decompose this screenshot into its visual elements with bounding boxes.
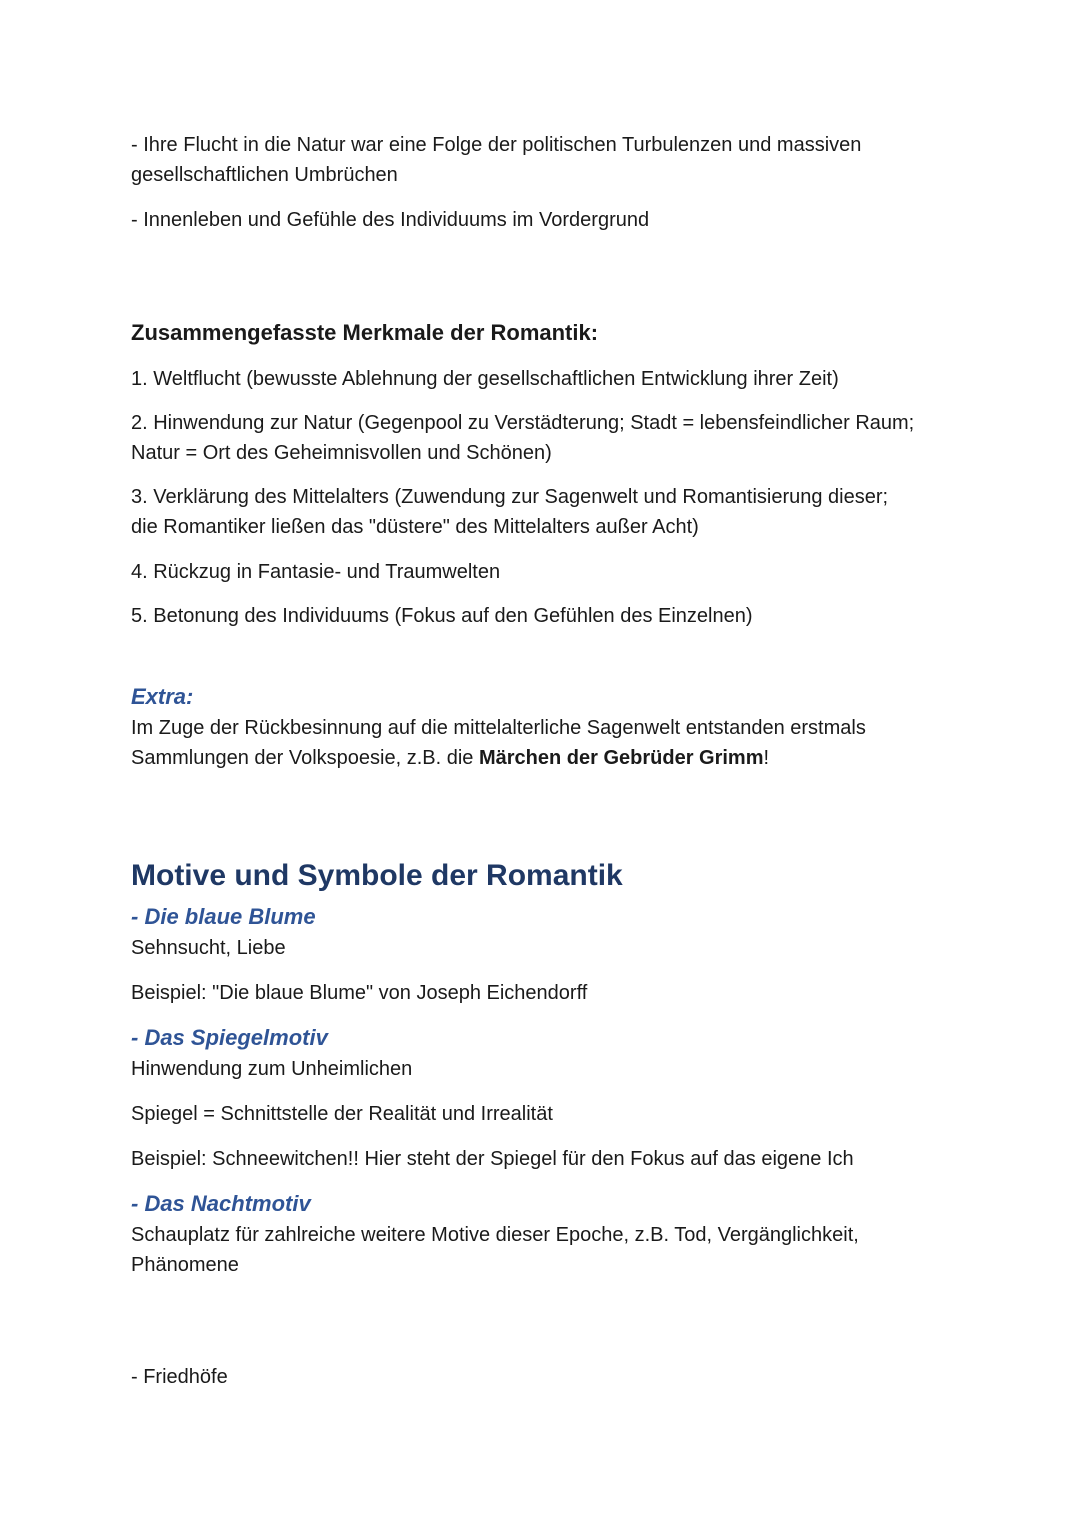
extra-label: Extra:: [131, 684, 194, 709]
motif-blue-flower-line-1: Sehnsucht, Liebe: [131, 937, 286, 959]
summary-item-5: 5. Betonung des Individuums (Fokus auf den Gefühlen des Einzelnen): [131, 605, 753, 627]
summary-heading: Zusammengefasste Merkmale der Romantik:: [131, 320, 599, 345]
motif-cemeteries: - Friedhöfe: [131, 1366, 228, 1388]
extra-line-1: Im Zuge der Rückbesinnung auf die mittelalterliche Sagenwelt entstanden erstmals: [131, 717, 866, 739]
summary-item-2b: Natur = Ort des Geheimnisvollen und Schönen): [131, 442, 552, 464]
motif-night-line-1: Schauplatz für zahlreiche weitere Motive dieser Epoche, z.B. Tod, Vergänglichkeit,: [131, 1224, 859, 1246]
extra-line-2-suffix: !: [763, 747, 770, 769]
summary-item-3a: 3. Verklärung des Mittelalters (Zuwendung zur Sagenwelt und Romantisierung dieser;: [131, 486, 889, 508]
motif-night-heading: - Das Nachtmotiv: [131, 1191, 311, 1216]
motif-blue-flower-line-2: Beispiel: "Die blaue Blume" von Joseph Eichendorff: [131, 982, 588, 1004]
intro-line-2: - Innenleben und Gefühle des Individuums im Vordergrund: [131, 209, 650, 231]
extra-line-2-bold: Märchen der Gebrüder Grimm: [478, 747, 764, 769]
intro-line-1a: - Ihre Flucht in die Natur war eine Folge der politischen Turbulenzen und massiven: [131, 134, 862, 156]
motif-night-line-2: Phänomene: [131, 1254, 239, 1276]
extra-line-2: [131, 743, 971, 773]
motifs-title: Motive und Symbole der Romantik: [131, 859, 623, 892]
summary-item-4: 4. Rückzug in Fantasie- und Traumwelten: [131, 561, 501, 583]
intro-line-1b: gesellschaftlichen Umbrüchen: [131, 164, 398, 186]
motif-mirror-heading: - Das Spiegelmotiv: [131, 1025, 328, 1050]
motif-mirror-line-1: Hinwendung zum Unheimlichen: [131, 1058, 413, 1080]
summary-item-3b: die Romantiker ließen das "düstere" des Mittelalters außer Acht): [131, 516, 699, 538]
extra-line-2-prefix: Sammlungen der Volkspoesie, z.B. die: [131, 747, 479, 769]
summary-item-1: 1. Weltflucht (bewusste Ablehnung der gesellschaftlichen Entwicklung ihrer Zeit): [131, 368, 839, 390]
motif-mirror-line-3: Beispiel: Schneewitchen!! Hier steht der Spiegel für den Fokus auf das eigene Ich: [131, 1148, 854, 1170]
motif-blue-flower-heading: - Die blaue Blume: [131, 904, 316, 929]
motif-mirror-line-2: Spiegel = Schnittstelle der Realität und Irrealität: [131, 1103, 553, 1125]
summary-item-2a: 2. Hinwendung zur Natur (Gegenpool zu Verstädterung; Stadt = lebensfeindlicher Raum;: [131, 412, 915, 434]
